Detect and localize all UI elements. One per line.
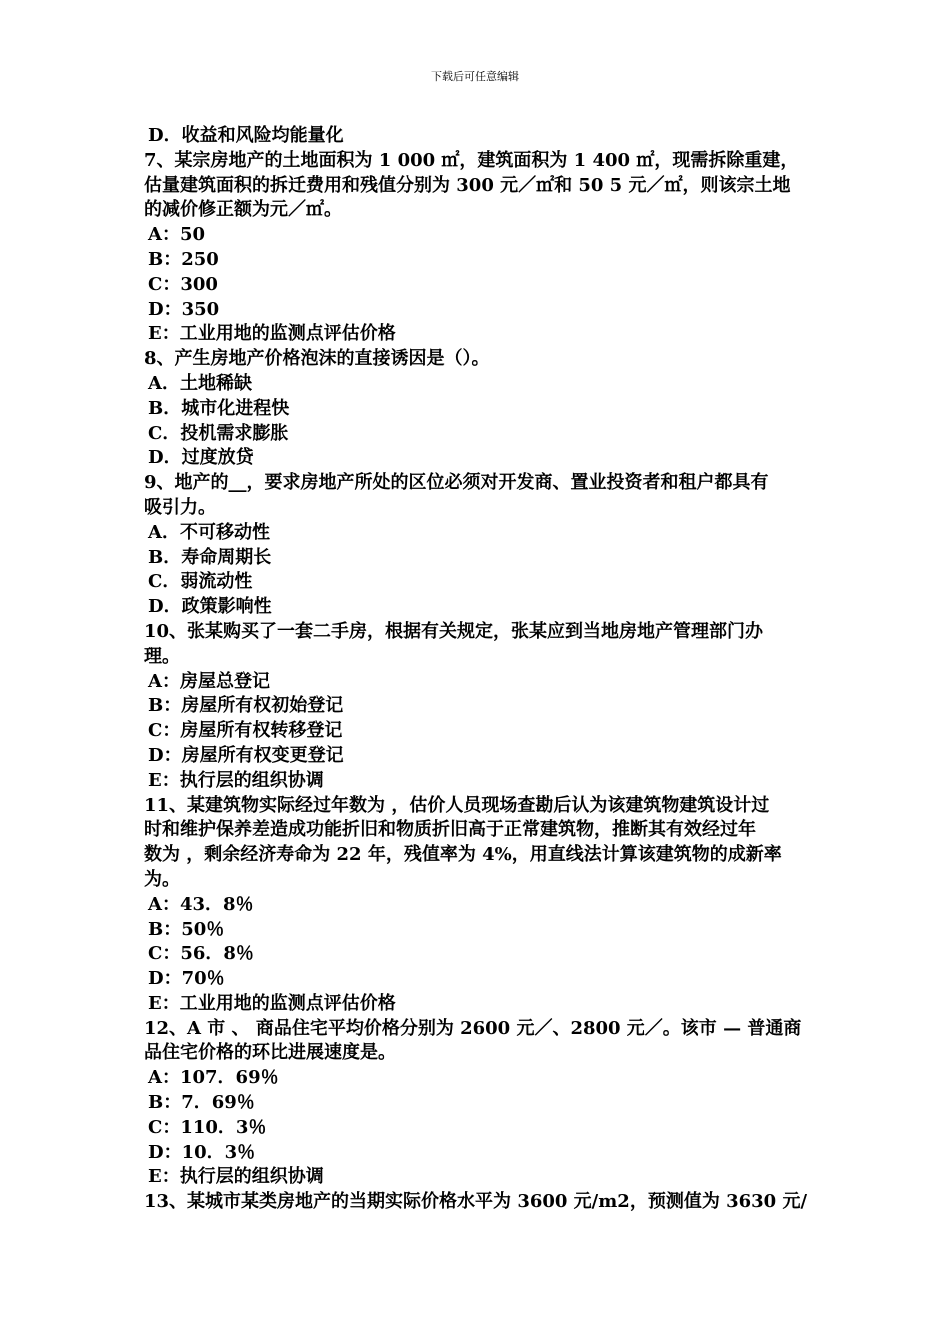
answer-option: D：70％	[148, 968, 225, 990]
answer-option: B：7．69％	[148, 1092, 255, 1114]
answer-option: B．城市化进程快	[148, 397, 290, 419]
document-body	[144, 124, 810, 1215]
question-text: 7、某宗房地产的土地面积为 1 000 ㎡，建筑面积为 1 400 ㎡，现需拆除重建，	[144, 149, 799, 171]
question-text: 时和维护保养差造成功能折旧和物质折旧高于正常建筑物，推断其有效经过年	[144, 819, 756, 841]
answer-option: C．弱流动性	[148, 571, 253, 593]
answer-option: C：房屋所有权转移登记	[148, 720, 343, 742]
answer-option: D：350	[148, 298, 220, 320]
answer-option: C：300	[148, 273, 218, 295]
question-text: 品住宅价格的环比进展速度是。	[144, 1042, 396, 1064]
question-text: 为。	[144, 868, 180, 890]
question-text: 9、地产的__，要求房地产所处的区位必须对开发商、置业投资者和租户都具有	[144, 472, 769, 494]
answer-option: B：50％	[148, 918, 225, 940]
answer-option: C．投机需求膨胀	[148, 422, 289, 444]
answer-option: D．收益和风险均能量化	[148, 125, 344, 146]
answer-option: D：房屋所有权变更登记	[148, 744, 344, 766]
answer-option: A．不可移动性	[148, 521, 270, 543]
answer-option: E：工业用地的监测点评估价格	[148, 992, 396, 1014]
answer-option: B：房屋所有权初始登记	[148, 695, 344, 717]
question-text: 12、A 市 、 商品住宅平均价格分别为 2600 元／、2800 元／。该市 — 普通商	[144, 1017, 802, 1039]
question-text: 的减价修正额为元／㎡。	[144, 199, 342, 221]
question-text: 10、张某购买了一套二手房，根据有关规定，张某应到当地房地产管理部门办	[144, 620, 764, 642]
question-text: 13、某城市某类房地产的当期实际价格水平为 3600 元/m2，预测值为 3630 元/	[144, 1191, 808, 1213]
answer-option: C：110．3％	[148, 1116, 267, 1138]
answer-option: E：工业用地的监测点评估价格	[148, 323, 396, 345]
page-header: 下载后可任意编辑	[431, 70, 519, 83]
question-text: 估量建筑面积的拆迁费用和残值分别为 300 元／㎡和 50 5 元／㎡，则该宗土地	[144, 174, 791, 196]
question-text: 理。	[144, 645, 180, 667]
answer-option: A：107．69％	[148, 1067, 279, 1089]
answer-option: A：43．8％	[148, 893, 254, 915]
answer-option: D．政策影响性	[148, 596, 272, 618]
answer-option: E：执行层的组织协调	[148, 769, 324, 791]
question-text: 数为 ，剩余经济寿命为 22 年，残值率为 4%，用直线法计算该建筑物的成新率	[144, 844, 782, 866]
answer-option: B：250	[148, 248, 219, 270]
question-text: 11、某建筑物实际经过年数为 ，估价人员现场查勘后认为该建筑物建筑设计过	[144, 794, 770, 816]
answer-option: B．寿命周期长	[148, 546, 272, 568]
answer-option: A．土地稀缺	[148, 372, 252, 394]
answer-option: E：执行层的组织协调	[148, 1166, 324, 1188]
answer-option: D：10．3％	[148, 1141, 256, 1163]
question-text: 吸引力。	[144, 496, 216, 518]
answer-option: C：56．8％	[148, 943, 254, 965]
answer-option: D．过度放贷	[148, 447, 254, 469]
answer-option: A：房屋总登记	[148, 670, 270, 692]
question-text: 8、产生房地产价格泡沫的直接诱因是（）。	[144, 348, 490, 370]
answer-option: A：50	[148, 224, 206, 246]
